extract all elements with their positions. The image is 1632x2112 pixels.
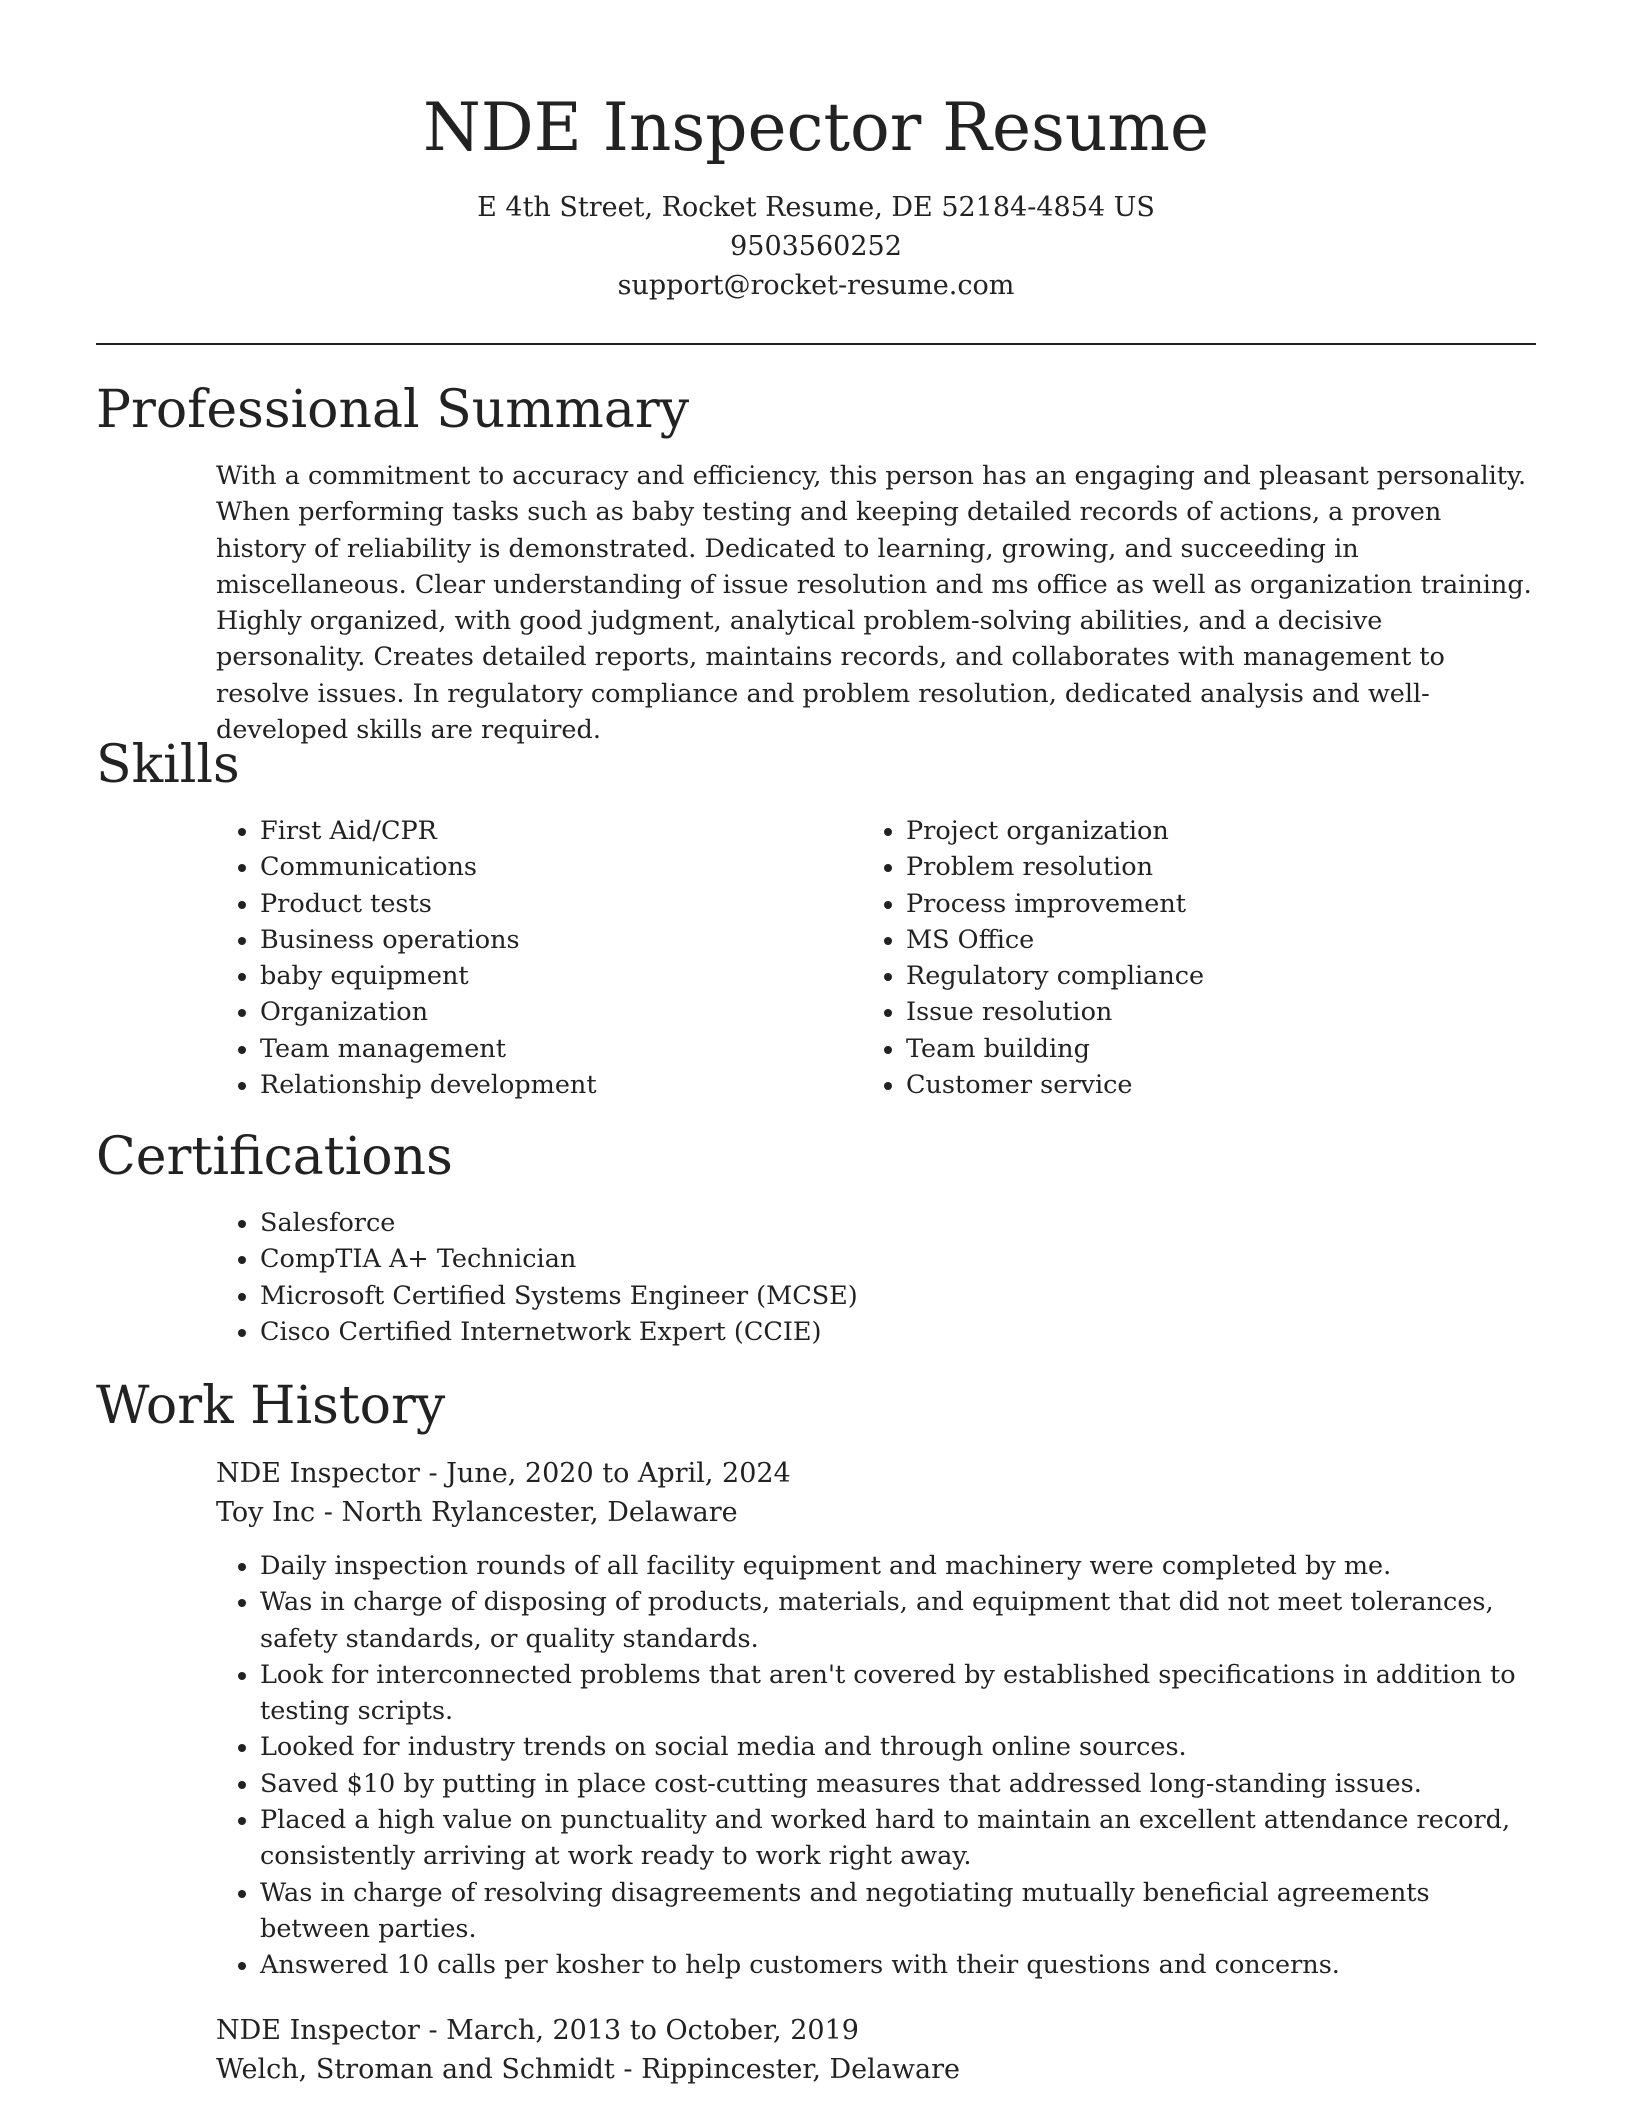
job-title: NDE Inspector: [216, 2015, 420, 2046]
contact-block: [0, 188, 1632, 305]
summary-text: With a commitment to accuracy and efficiency, this person has an engaging and pleasant personality. When performing tasks such as baby testing and keeping detailed records of actions, a proven history of reliability is demonstrated. Dedicated to learning, growing, and succeeding in miscellaneous. Clear understanding of issue resolution and ms office as well as organization training. Highly organized, with good judgment, analytical problem-solving abilities, and a decisive personality. Creates detailed reports, maintains records, and collaborates with management to resolve issues. In regulatory compliance and problem resolution, dedicated analysis and well-developed skills are required.: [216, 461, 1532, 746]
skill-item: • Communications: [260, 849, 776, 885]
job-company-line: Welch, Stroman and Schmidt - Rippincester, Delaware: [216, 2053, 960, 2085]
skills-right-column: [862, 813, 1422, 1103]
header-divider: [96, 343, 1536, 345]
skill-item: • Relationship development: [260, 1067, 776, 1103]
skill-item: • Team management: [260, 1031, 776, 1067]
resume-title: NDE Inspector Resume: [422, 89, 1210, 166]
skill-item: • Organization: [260, 994, 776, 1030]
job-dates: June, 2020 to April, 2024: [446, 1458, 791, 1489]
skill-item: • Process improvement: [906, 886, 1422, 922]
job-company: Toy Inc: [216, 1496, 316, 1528]
job-dates: March, 2013 to October, 2019: [446, 2015, 859, 2046]
skill-item: • Customer service: [906, 1067, 1422, 1103]
skill-item: • Problem resolution: [906, 849, 1422, 885]
skill-item: • Team building: [906, 1031, 1422, 1067]
job-title-line: NDE Inspector - March, 2013 to October, 2019: [216, 2015, 859, 2046]
job-duty-item: • Look for interconnected problems that aren't covered by established specifications in addition to testing scripts.: [260, 1657, 1536, 1730]
job-duty-item: • Was in charge of disposing of products, materials, and equipment that did not meet tolerances, safety standards, or quality standards.: [260, 1584, 1536, 1657]
job-duty-item: • Was in charge of resolving disagreements and negotiating mutually beneficial agreements between parties.: [260, 1875, 1536, 1948]
skill-item: • Regulatory compliance: [906, 958, 1422, 994]
skills-heading: Skills: [96, 735, 240, 795]
job-entry: [216, 1455, 1536, 1984]
skill-item: • Business operations: [260, 922, 776, 958]
job-location: Rippincester, Delaware: [641, 2053, 960, 2085]
summary-heading: Professional Summary: [96, 380, 690, 440]
phone: 9503560252: [730, 231, 902, 262]
job-duty-item: • Answered 10 calls per kosher to help customers with their questions and concerns.: [260, 1947, 1536, 1983]
certification-item: • Microsoft Certified Systems Engineer (MCSE): [260, 1278, 1536, 1314]
skill-item: • baby equipment: [260, 958, 776, 994]
certification-item: • Salesforce: [260, 1205, 1536, 1241]
job-title-line: NDE Inspector - June, 2020 to April, 2024: [216, 1458, 791, 1489]
job-duty-item: • Placed a high value on punctuality and worked hard to maintain an excellent attendance record, consistently arriving at work ready to work right away.: [260, 1802, 1536, 1875]
resume-header: [0, 0, 1632, 305]
skills-left-column: [216, 813, 776, 1103]
certifications-list: [216, 1205, 1536, 1350]
job-duty-item: • Saved $10 by putting in place cost-cutting measures that addressed long-standing issues.: [260, 1766, 1536, 1802]
certification-item: • Cisco Certified Internetwork Expert (CCIE): [260, 1314, 1536, 1350]
job-location: North Rylancester, Delaware: [341, 1496, 738, 1528]
job-company-line: Toy Inc - North Rylancester, Delaware: [216, 1496, 738, 1528]
skill-item: • Issue resolution: [906, 994, 1422, 1030]
job-duties: [216, 1548, 1536, 1984]
job-entry: [216, 2012, 1536, 2089]
job-title: NDE Inspector: [216, 1458, 420, 1489]
job-duties-list: [216, 1548, 1536, 1984]
skill-item: • MS Office: [906, 922, 1422, 958]
skill-item: • Product tests: [260, 886, 776, 922]
job-duty-item: • Looked for industry trends on social media and through online sources.: [260, 1729, 1536, 1765]
certifications-heading: Certifications: [96, 1127, 453, 1187]
certifications-section: [216, 1205, 1536, 1350]
email: support@rocket-resume.com: [617, 270, 1015, 301]
work-history-heading: Work History: [96, 1376, 446, 1436]
skills-left-list: [216, 813, 776, 1103]
address: E 4th Street, Rocket Resume, DE 52184-4854 US: [477, 192, 1155, 223]
job-duty-item: • Daily inspection rounds of all facility equipment and machinery were completed by me.: [260, 1548, 1536, 1584]
skill-item: • Project organization: [906, 813, 1422, 849]
skill-item: • First Aid/CPR: [260, 813, 776, 849]
certification-item: • CompTIA A+ Technician: [260, 1241, 1536, 1277]
job-company: Welch, Stroman and Schmidt: [216, 2053, 615, 2085]
skills-right-list: [862, 813, 1422, 1103]
